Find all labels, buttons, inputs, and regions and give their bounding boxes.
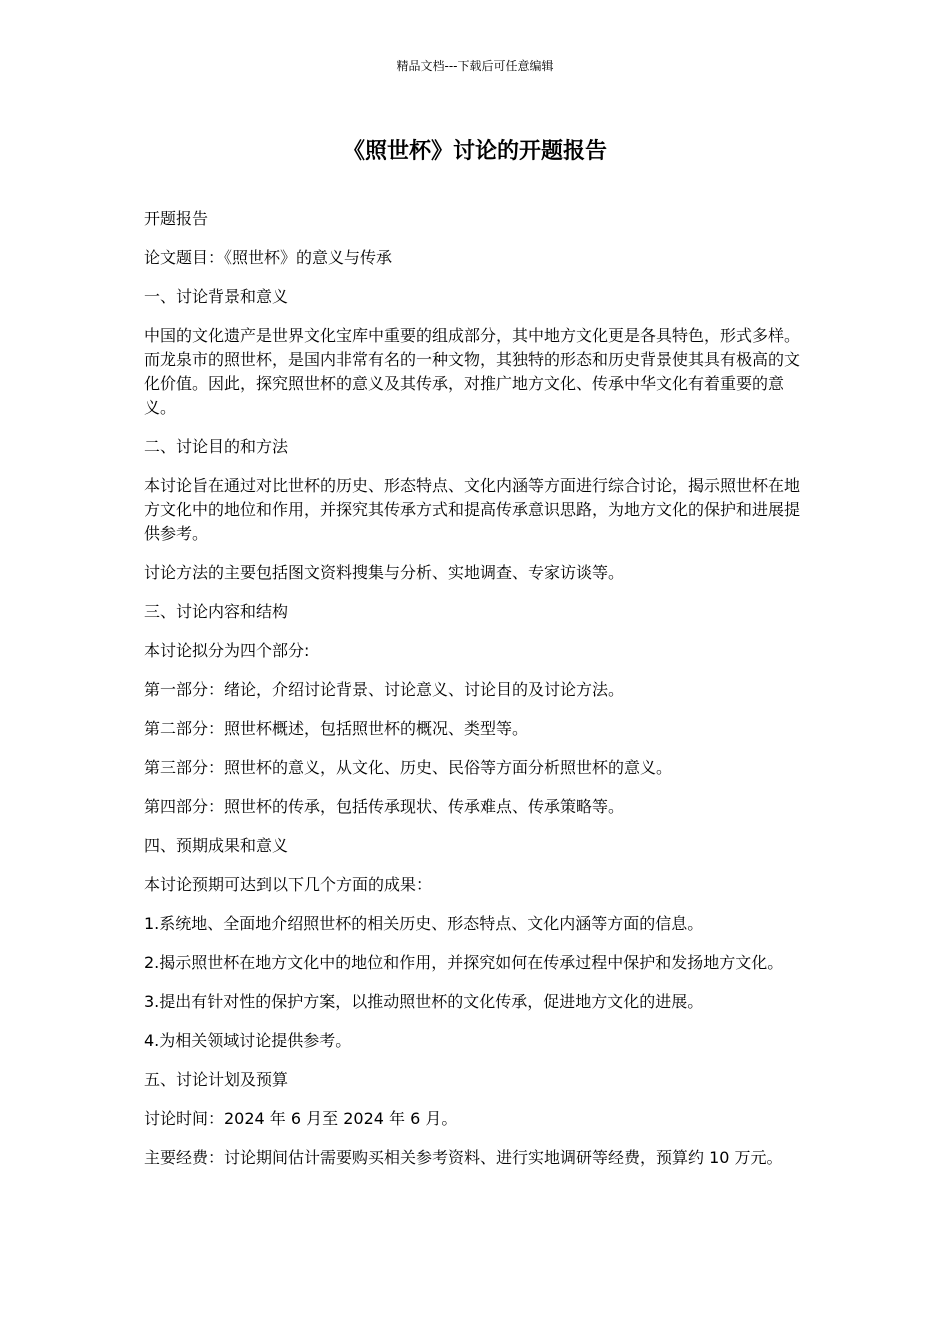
paragraph-background: 中国的文化遗产是世界文化宝库中重要的组成部分，其中地方文化更是各具特色，形式多样。而龙泉市的照世杯，是国内非常有名的一种文物，其独特的形态和历史背景使其具有极高的文化价值。因此，探究照世杯的意义及其传承，对推广地方文化、传承中华文化有着重要的意义。: [144, 326, 801, 417]
paragraph-part-two: 第二部分：照世杯概述，包括照世杯的概况、类型等。: [144, 719, 529, 738]
paragraph-schedule: 讨论时间：2024 年 6 月至 2024 年 6 月。: [144, 1109, 458, 1128]
paragraph-part-three: 第三部分：照世杯的意义，从文化、历史、民俗等方面分析照世杯的意义。: [144, 758, 673, 777]
list-item-outcome-1: 1.系统地、全面地介绍照世杯的相关历史、形态特点、文化内涵等方面的信息。: [144, 914, 704, 933]
paragraph-outcomes-intro: 本讨论预期可达到以下几个方面的成果：: [144, 875, 433, 894]
section-heading-plan: 五、讨论计划及预算: [144, 1070, 289, 1089]
document-body: [144, 207, 806, 1185]
paragraph-methods: 讨论方法的主要包括图文资料搜集与分析、实地调查、专家访谈等。: [144, 563, 625, 582]
page-header: 精品文档---下载后可任意编辑: [396, 59, 554, 73]
paragraph-part-four: 第四部分：照世杯的传承，包括传承现状、传承难点、传承策略等。: [144, 797, 625, 816]
document-title: 《照世杯》讨论的开题报告: [342, 139, 607, 164]
section-heading-content: 三、讨论内容和结构: [144, 602, 289, 621]
paragraph-budget: 主要经费：讨论期间估计需要购买相关参考资料、进行实地调研等经费，预算约 10 万元。: [144, 1148, 783, 1167]
paragraph-thesis-title: 论文题目：《照世杯》的意义与传承: [144, 248, 393, 267]
section-heading-outcomes: 四、预期成果和意义: [144, 836, 289, 855]
paragraph-part-one: 第一部分：绪论，介绍讨论背景、讨论意义、讨论目的及讨论方法。: [144, 680, 625, 699]
list-item-outcome-2: 2.揭示照世杯在地方文化中的地位和作用，并探究如何在传承过程中保护和发扬地方文化。: [144, 953, 784, 972]
section-heading-background: 一、讨论背景和意义: [144, 287, 289, 306]
paragraph-purpose: 本讨论旨在通过对比世杯的历史、形态特点、文化内涵等方面进行综合讨论，揭示照世杯在地方文化中的地位和作用，并探究其传承方式和提高传承意识思路，为地方文化的保护和进展提供参考。: [144, 476, 801, 543]
list-item-outcome-4: 4.为相关领域讨论提供参考。: [144, 1031, 352, 1050]
list-item-outcome-3: 3.提出有针对性的保护方案，以推动照世杯的文化传承，促进地方文化的进展。: [144, 992, 704, 1011]
paragraph-report-label: 开题报告: [144, 209, 209, 228]
paragraph-structure-intro: 本讨论拟分为四个部分:: [144, 641, 310, 660]
section-heading-purpose: 二、讨论目的和方法: [144, 437, 289, 456]
